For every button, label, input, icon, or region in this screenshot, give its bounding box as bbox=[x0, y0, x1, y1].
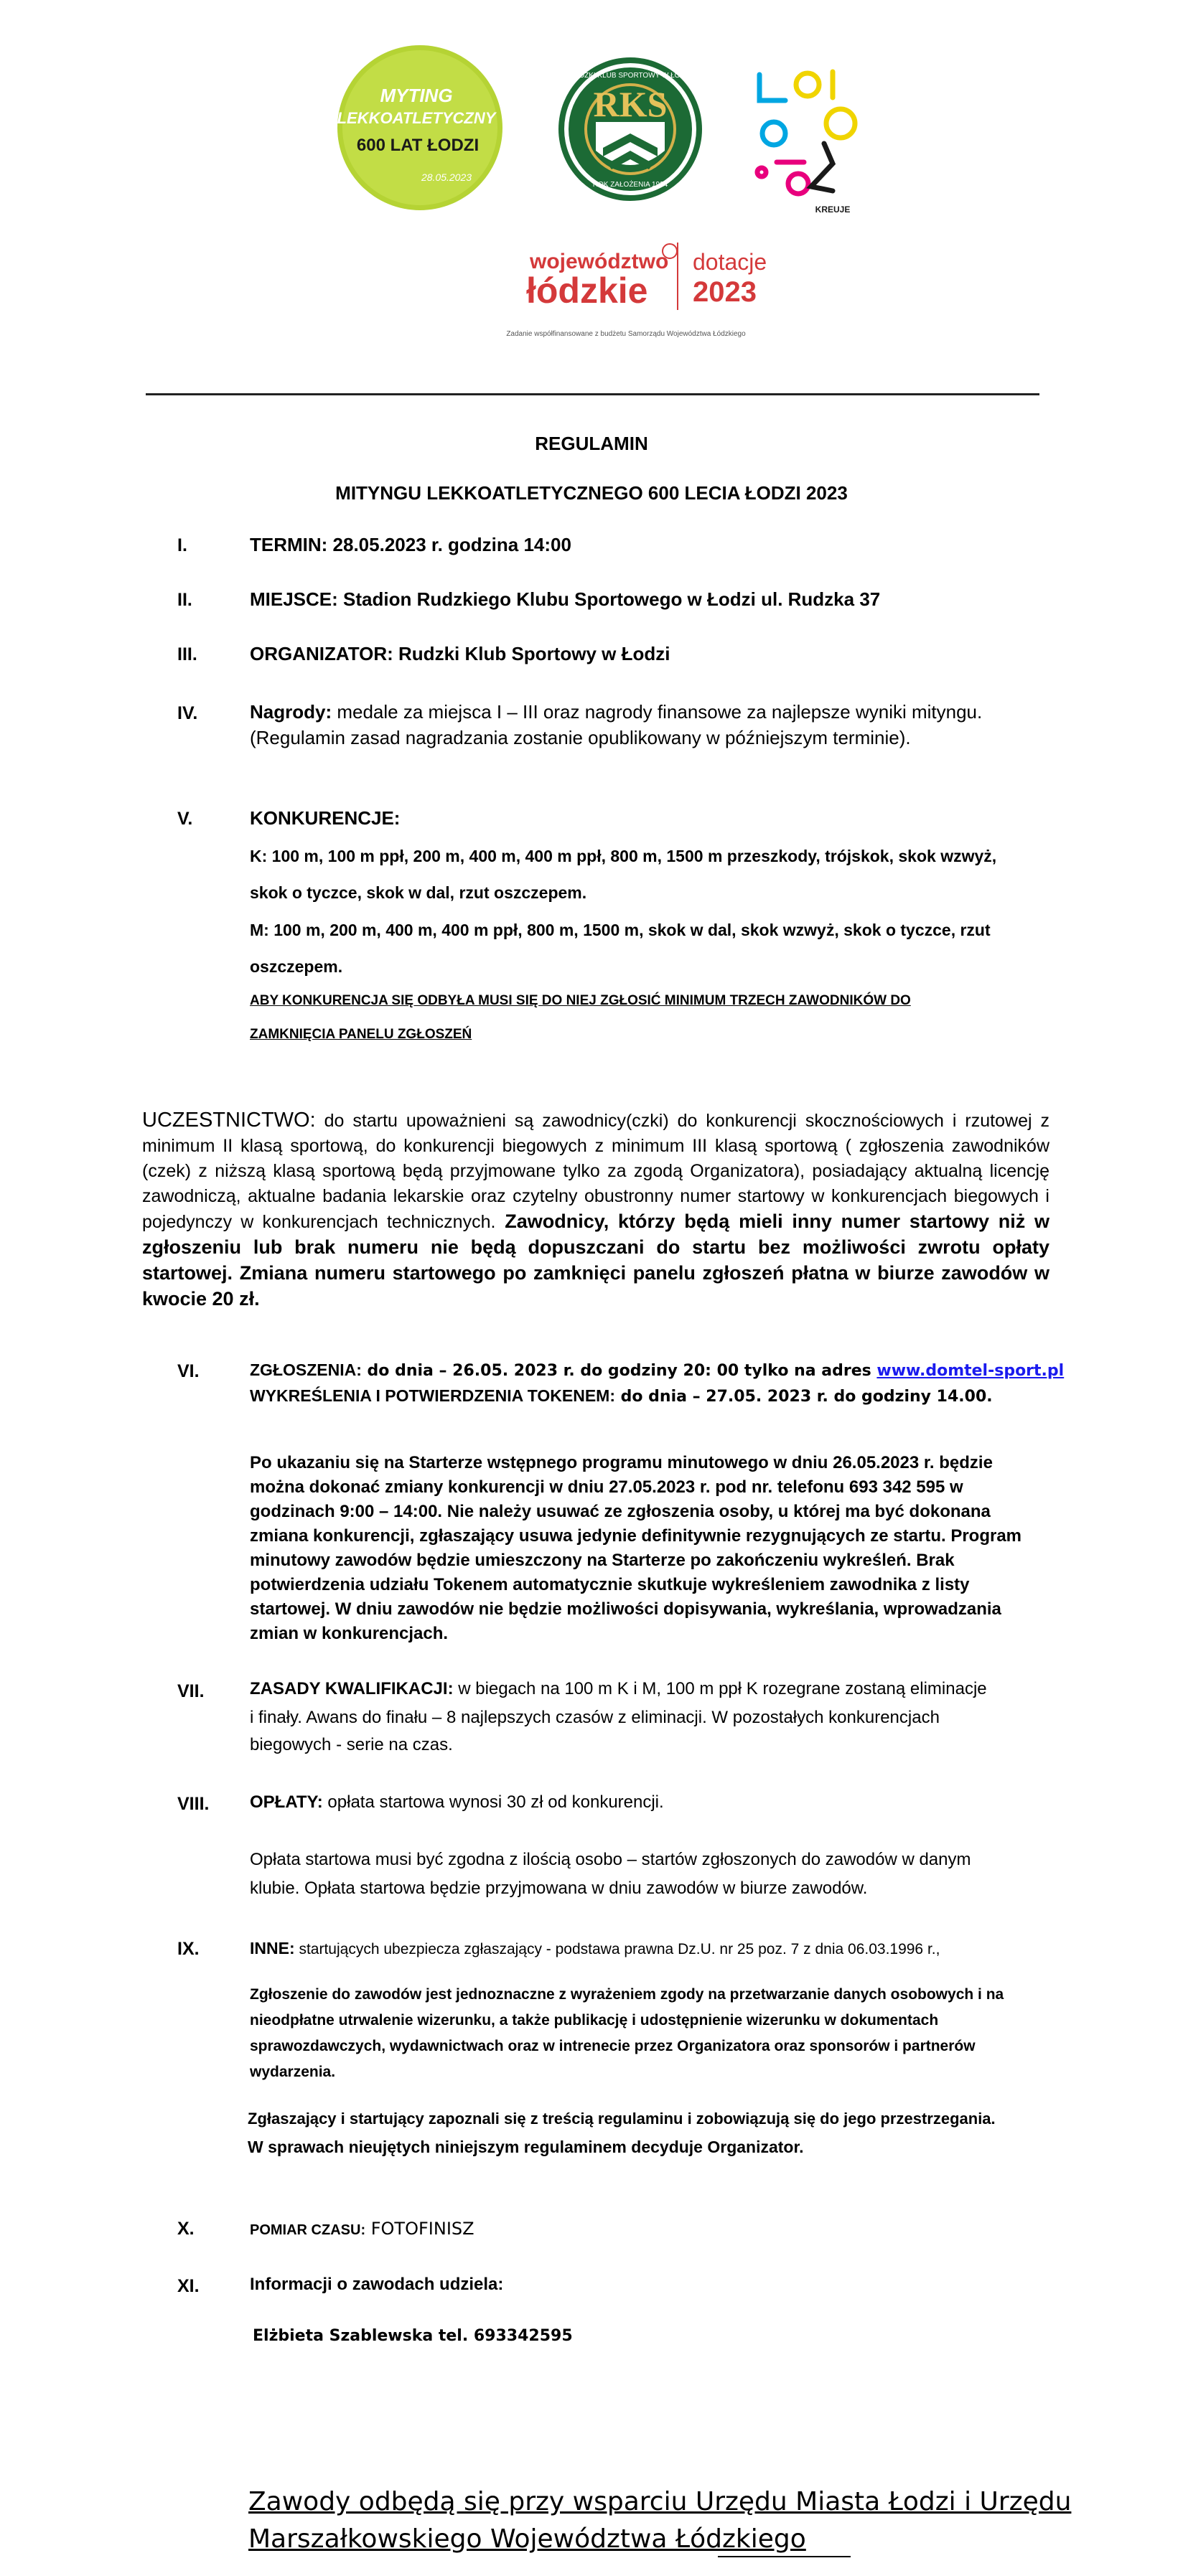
other-text: startujących ubezpiecza zgłaszający - podstawa prawna Dz.U. nr 25 poz. 7 z dnia 06.03.1996 r., bbox=[294, 1941, 940, 1957]
schedule-change-paragraph: Po ukazaniu się na Starterze wstępnego programu minutowego w dniu 26.05.2023 r. będzie można dokonać zmiany konkurencji w dniu 27.05.2023 r. pod nr. telefonu 693 342 595 w godzinach 9:00 – 14:00. Nie należy usuwać ze zgłoszenia osoby, u której ma być dokonana zmiana konkurencji, zgłaszający usuwa jedynie definitywnie rezygnujących ze startu. Program minutowy zawodów będzie umieszczony na Starterze po zakończeniu wykreśleń. Brak potwierdzenia udziału Tokenem automatycznie skutkuje wykreśleniem zawodnika z listy startowej. W dniu zawodów nie będzie możliwości dopisywania, wykreślania, wprowadzania zmian w konkurencjach. bbox=[250, 1453, 1022, 1643]
document-subtitle: MITYNGU LEKKOATLETYCZNEGO 600 LECIA ŁODZI 2023 bbox=[335, 482, 848, 504]
section-11-number: XI. bbox=[177, 2276, 200, 2296]
participation-text: do startu upoważnieni są zawodnicy(czki) do konkurencji skocznościowych i rzutowej z minimum II klasą sportową, do konkurencji biegowych z minimum III klasą sportową ( zgłoszenia zawodników (czek) z niższą klasą sportową będą przyjmowane tylko za zgodą Organizatora), posiadający aktualną licencję zawodniczą, aktualne badania lekarskie oraz czytelny obustronny numer startowy w konkurencjach biegowych i pojedynczy w konkurencjach technicznych. bbox=[142, 1111, 1049, 1232]
footer-line1: Zawody odbędą się przy wsparciu Urzędu Miasta Łodzi i Urzędu bbox=[248, 2487, 1072, 2516]
fees-para-line1: Opłata startowa musi być zgodna z ilością osobo – startów zgłoszonych do zawodów w danym bbox=[250, 1850, 971, 1869]
dotacje-line1: dotacje bbox=[693, 249, 767, 275]
section-2-place: MIEJSCE: Stadion Rudzkiego Klubu Sportowego w Łodzi ul. Rudzka 37 bbox=[250, 588, 881, 610]
other-line bbox=[250, 1939, 940, 1958]
competitions-women-line2: skok o tyczce, skok w dal, rzut oszczepem. bbox=[250, 883, 587, 902]
acknowledgement-line2: W sprawach nieujętych niniejszym regulaminem decyduje Organizator. bbox=[248, 2138, 804, 2156]
timing-text: FOTOFINISZ bbox=[365, 2219, 474, 2239]
fees-label: OPŁATY: bbox=[250, 1792, 323, 1812]
section-1-number: I. bbox=[177, 535, 187, 555]
myting-line2: LEKKOATLETYCZNY bbox=[337, 109, 496, 127]
section-8-number: VIII. bbox=[177, 1794, 210, 1814]
myting-line1: MYTING bbox=[380, 85, 453, 106]
logo-header bbox=[0, 43, 1183, 359]
myting-line3: 600 LAT ŁODZI bbox=[356, 136, 480, 155]
document-title: REGULAMIN bbox=[535, 433, 648, 454]
section-4-number: IV. bbox=[177, 703, 198, 723]
timing-line bbox=[250, 2217, 474, 2239]
qualification-line3: biegowych - serie na czas. bbox=[250, 1735, 453, 1754]
contact-person: Elżbieta Szablewska tel. 693342595 bbox=[253, 2327, 573, 2345]
registration-deadline: do dnia – 26.05. 2023 r. do godziny 20: 00 tylko na adres bbox=[361, 1362, 877, 1380]
registration-link[interactable]: www.domtel-sport.pl bbox=[876, 1362, 1065, 1380]
rks-logo bbox=[558, 57, 702, 201]
competitions-label: KONKURENCJE: bbox=[250, 807, 401, 829]
competitions-men-line1: M: 100 m, 200 m, 400 m, 400 m ppł, 800 m, 1500 m, skok w dal, skok wzwyż, skok o tyczce, rzut bbox=[250, 921, 991, 939]
wojewodztwo-logo bbox=[506, 243, 767, 338]
token-deadline: do dnia – 27.05. 2023 r. do godziny 14.00. bbox=[615, 1388, 993, 1406]
lodz-kreuje-logo bbox=[757, 72, 855, 215]
section-3-organizer: ORGANIZATOR: Rudzki Klub Sportowy w Łodzi bbox=[250, 643, 670, 664]
participation-paragraph bbox=[142, 1108, 1049, 1312]
token-label: WYKREŚLENIA I POTWIERDZENIA TOKENEM: bbox=[250, 1386, 615, 1405]
funding-note: Zadanie współfinansowane z budżetu Samorządu Województwa Łódzkiego bbox=[506, 330, 746, 338]
section-7-number: VII. bbox=[177, 1681, 205, 1701]
timing-label: POMIAR CZASU: bbox=[250, 2222, 366, 2238]
section-1-term: TERMIN: 28.05.2023 r. godzina 14:00 bbox=[250, 534, 571, 555]
registration-label: ZGŁOSZENIA: bbox=[250, 1360, 362, 1379]
section-10-number: X. bbox=[177, 2219, 195, 2239]
footer-underline-tail bbox=[718, 2556, 851, 2557]
rks-ring-bottom: ROK ZAŁOŻENIA 1924 bbox=[592, 181, 668, 189]
awards-note: (Regulamin zasad nagradzania zostanie opublikowany w późniejszym terminie). bbox=[250, 727, 911, 748]
section-3-number: III. bbox=[177, 644, 197, 664]
contact-label: Informacji o zawodach udziela: bbox=[250, 2275, 504, 2294]
rks-ring-top: RUDZKI KLUB SPORTOWY W ŁODZI bbox=[569, 72, 692, 80]
section-2-number: II. bbox=[177, 590, 192, 610]
woj-line2: łódzkie bbox=[526, 271, 648, 311]
acknowledgement-line1: Zgłaszający i startujący zapoznali się z treścią regulaminu i zobowiązują się do jego przestrzegania. bbox=[248, 2110, 996, 2128]
section-4-awards bbox=[250, 701, 1054, 723]
qualification-line2: i finały. Awans do finału – 8 najlepszych czasów z eliminacji. W pozostałych konkurencjach bbox=[250, 1708, 940, 1727]
section-9-number: IX. bbox=[177, 1939, 200, 1959]
competitions-women-line1: K: 100 m, 100 m ppł, 200 m, 400 m, 400 m ppł, 800 m, 1500 m przeszkody, trójskok, skok wzwyż, bbox=[250, 847, 997, 865]
myting-date: 28.05.2023 bbox=[421, 171, 472, 183]
awards-text: medale za miejsca I – III oraz nagrody finansowe za najlepsze wyniki mityngu. bbox=[332, 701, 983, 723]
dotacje-line2: 2023 bbox=[693, 276, 757, 308]
woj-line1: województwo bbox=[530, 250, 669, 273]
awards-label: Nagrody: bbox=[250, 701, 332, 723]
fees-text: opłata startowa wynosi 30 zł od konkurencji. bbox=[322, 1792, 664, 1812]
rks-text: RKS bbox=[593, 84, 668, 124]
registration-line bbox=[250, 1360, 1064, 1380]
token-confirmation-line bbox=[250, 1386, 993, 1406]
separator-line bbox=[146, 393, 1039, 395]
section-6-number: VI. bbox=[177, 1361, 200, 1381]
fees-para-line2: klubie. Opłata startowa będzie przyjmowana w dniu zawodów w biurze zawodów. bbox=[250, 1879, 868, 1898]
qualification-text: w biegach na 100 m K i M, 100 m ppł K rozegrane zostaną eliminacje bbox=[453, 1679, 987, 1698]
fees-line bbox=[250, 1792, 664, 1813]
competitions-note-line2: ZAMKNIĘCIA PANELU ZGŁOSZEŃ bbox=[250, 1027, 472, 1042]
other-label: INNE: bbox=[250, 1939, 295, 1957]
footer-line2: Marszałkowskiego Województwa Łódzkiego bbox=[248, 2524, 806, 2554]
participation-warning: Zawodnicy, którzy będą mieli inny numer startowy niż w zgłoszeniu lub brak numeru nie będą dopuszczani do startu bez możliwości zwrotu opłaty startowej. Zmiana numeru startowego po zamknięci panelu zgłoszeń płatna w biurze zawodów w kwocie 20 zł. bbox=[142, 1211, 1049, 1310]
section-5-number: V. bbox=[177, 809, 193, 829]
consent-paragraph: Zgłoszenie do zawodów jest jednoznaczne z wyrażeniem zgody na przetwarzanie danych osobowych i na nieodpłatne utrwalenie wizerunku, a także publikację i udostępnienie wizerunku w dokumentach sprawozdawczych, wydawnictwach oraz w intrenecie przez Organizatora oraz sponsorów i partnerów wydarzenia. bbox=[250, 1986, 1004, 2080]
qualification-label: ZASADY KWALIFIKACJI: bbox=[250, 1679, 454, 1698]
lodz-caption: KREUJE bbox=[815, 205, 851, 215]
qualification-line1 bbox=[250, 1679, 987, 1699]
competitions-note-line1: ABY KONKURENCJA SIĘ ODBYŁA MUSI SIĘ DO NIEJ ZGŁOSIĆ MINIMUM TRZECH ZAWODNIKÓW DO bbox=[250, 993, 911, 1008]
participation-label: UCZESTNICTWO: bbox=[142, 1109, 316, 1132]
competitions-men-line2: oszczepem. bbox=[250, 957, 343, 976]
myting-logo bbox=[337, 45, 502, 210]
